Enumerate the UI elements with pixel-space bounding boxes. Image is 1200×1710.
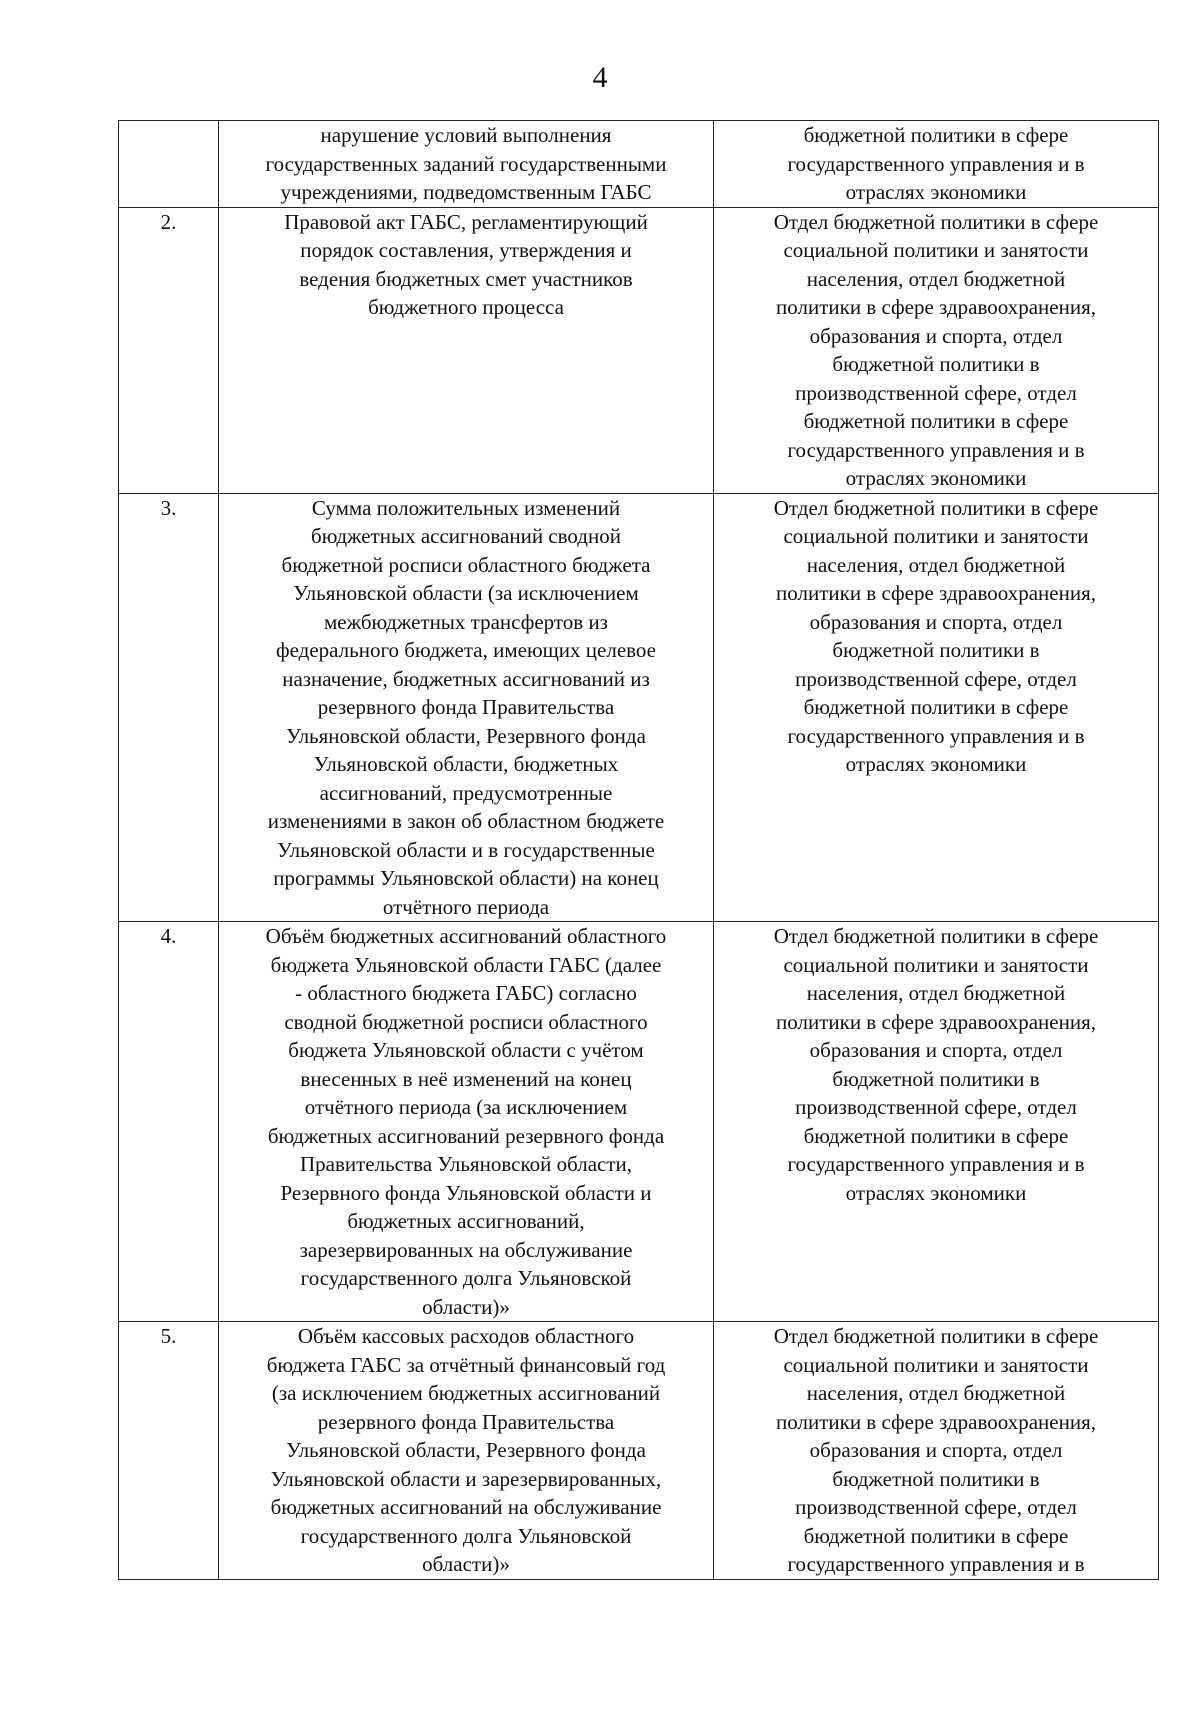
table-row <box>119 207 1159 493</box>
row-number: 5. <box>160 1324 177 1348</box>
table-row <box>119 493 1159 922</box>
row-number: 4. <box>160 924 177 948</box>
row-number: 3. <box>160 495 177 520</box>
responsible-text: Отдел бюджетной политики в сфере социальной политики и занятости населения, отдел бюджетной политики в сфере здравоохранения, образования и спорта, отдел бюджетной политики в производственной сфере, отдел бюджетной политики в сфере государственного управления и в отраслях экономики <box>773 495 1099 776</box>
row-number-cell <box>119 1322 219 1580</box>
indicator-cell <box>219 493 714 922</box>
indicator-text: Объём бюджетных ассигнований областного бюджета Ульяновской области ГАБС (далее - областного бюджета ГАБС) согласно сводной бюджетной росписи областного бюджета Ульяновской области с учётом внесенных в неё изменений на конец отчётного периода (за исключением бюджетных ассигнований резервного фонда Правительства Ульяновской области, Резервного фонда Ульяновской области и бюджетных ассигнований, зарезервированных на обслуживание государственного долга Ульяновской области)» <box>265 924 667 1319</box>
indicator-cell <box>219 922 714 1322</box>
indicator-cell <box>219 207 714 493</box>
responsible-cell <box>714 121 1159 208</box>
table-row <box>119 922 1159 1322</box>
indicator-text: Сумма положительных изменений бюджетных ассигнований сводной бюджетной росписи областного бюджета Ульяновской области (за исключением межбюджетных трансфертов из федерального бюджета, имеющих целевое назначение, бюджетных ассигнований из резервного фонда Правительства Ульяновской области, Резервного фонда Ульяновской области, бюджетных ассигнований, предусмотренные изменениями в закон об областном бюджете Ульяновской области и в государственные программы Ульяновской области) на конец отчётного периода <box>267 495 665 919</box>
responsible-text: Отдел бюджетной политики в сфере социальной политики и занятости населения, отдел бюджетной политики в сфере здравоохранения, образования и спорта, отдел бюджетной политики в производственной сфере, отдел бюджетной политики в сфере государственного управления и в <box>773 1324 1099 1576</box>
responsible-text: Отдел бюджетной политики в сфере социальной политики и занятости населения, отдел бюджетной политики в сфере здравоохранения, образования и спорта, отдел бюджетной политики в производственной сфере, отдел бюджетной политики в сфере государственного управления и в отраслях экономики <box>773 209 1099 490</box>
row-number-cell <box>119 207 219 493</box>
row-number: 2. <box>160 209 177 234</box>
responsible-cell <box>714 1322 1159 1580</box>
indicator-text: Объём кассовых расходов областного бюджета ГАБС за отчётный финансовый год (за исключением бюджетных ассигнований резервного фонда Правительства Ульяновской области, Резервного фонда Ульяновской области и зарезервированных, бюджетных ассигнований на обслуживание государственного долга Ульяновской области)» <box>266 1324 666 1576</box>
indicator-text: Правовой акт ГАБС, регламентирующий порядок составления, утверждения и ведения бюджетных смет участников бюджетного процесса <box>284 209 648 319</box>
responsible-text: Отдел бюджетной политики в сфере социальной политики и занятости населения, отдел бюджетной политики в сфере здравоохранения, образования и спорта, отдел бюджетной политики в производственной сфере, отдел бюджетной политики в сфере государственного управления и в отраслях экономики <box>773 924 1099 1205</box>
row-number-cell <box>119 493 219 922</box>
table-row <box>119 1322 1159 1580</box>
row-number-cell <box>119 121 219 208</box>
responsible-cell <box>714 207 1159 493</box>
indicator-cell <box>219 1322 714 1580</box>
indicators-table <box>118 120 1159 1580</box>
responsible-text: бюджетной политики в сфере государственного управления и в отраслях экономики <box>787 123 1085 204</box>
indicator-text: нарушение условий выполнения государственных заданий государственными учреждениями, подведомственным ГАБС <box>265 123 667 204</box>
table-row <box>119 121 1159 208</box>
row-number-cell <box>119 922 219 1322</box>
page-number: 4 <box>592 61 608 94</box>
responsible-cell <box>714 493 1159 922</box>
responsible-cell <box>714 922 1159 1322</box>
indicator-cell <box>219 121 714 208</box>
